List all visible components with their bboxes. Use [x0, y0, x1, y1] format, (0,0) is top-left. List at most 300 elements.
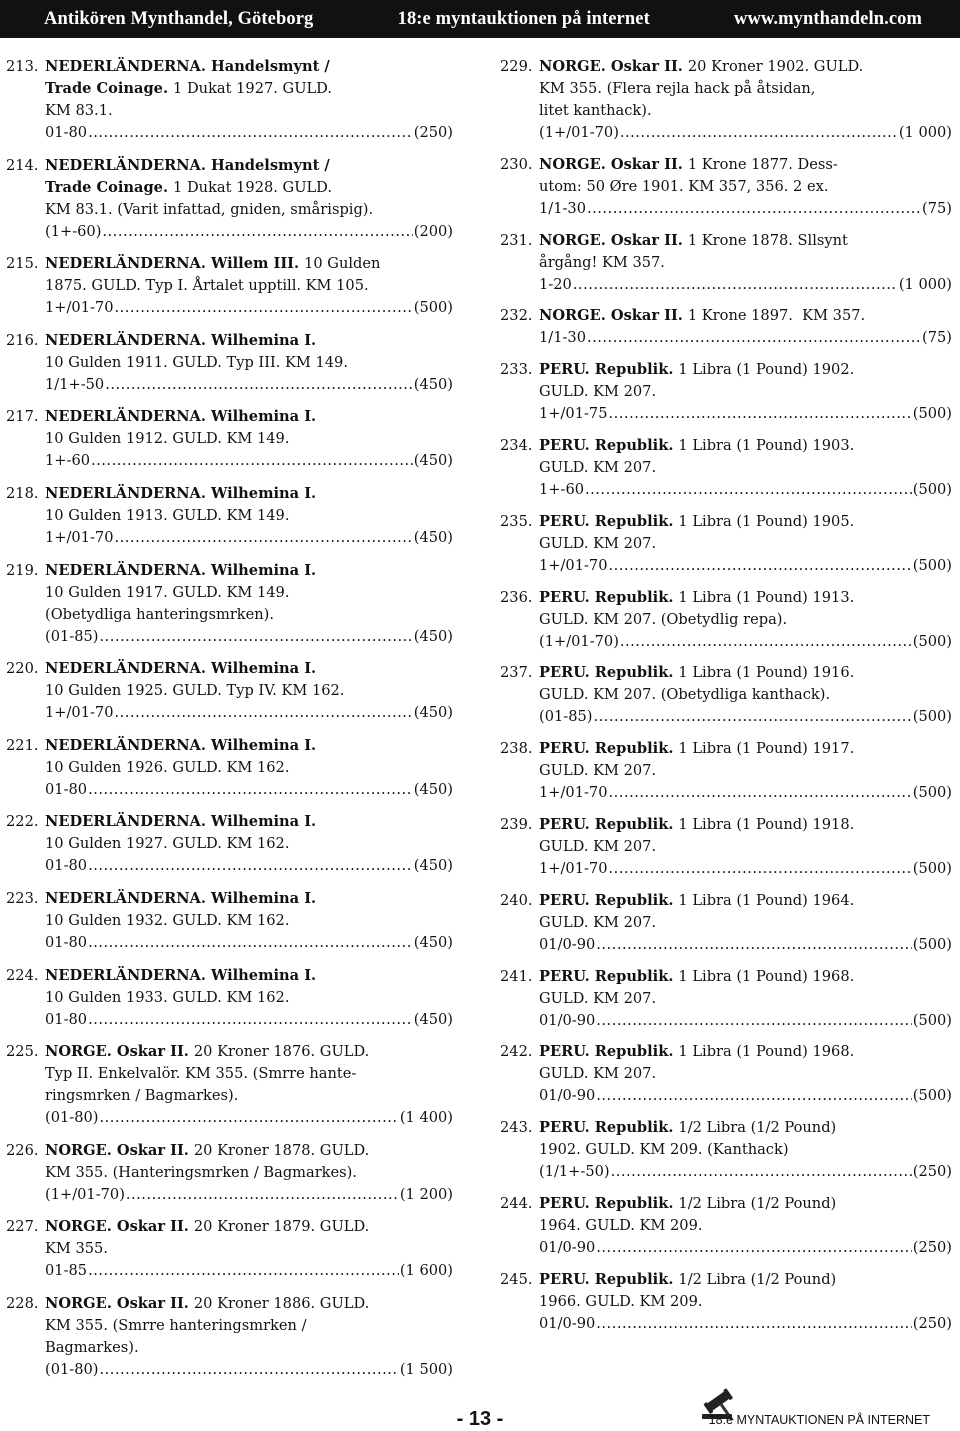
lot-description: GULD. KM 207.	[539, 913, 657, 931]
lot-description-line	[6, 78, 453, 100]
lot-grade: (01-85)	[45, 627, 99, 645]
lot-description: GULD. KM 207.	[539, 762, 657, 780]
lot-heading-line	[6, 1293, 453, 1315]
lot-number: 237.	[500, 664, 533, 682]
lot-description-line	[6, 582, 453, 604]
lot-description: 1 Libra (1 Pound) 1968.	[678, 967, 855, 985]
lot-description-line	[500, 1291, 952, 1313]
lot-description-line	[500, 1063, 952, 1085]
leader-dots	[99, 626, 412, 648]
lot-grade-line	[6, 450, 453, 472]
lot-grade-line	[6, 626, 453, 648]
lot-description: 1/2 Libra (1/2 Pound)	[678, 1194, 837, 1212]
lot-estimate: (500)	[912, 1011, 952, 1029]
lot-country: NEDERLÄNDERNA.	[45, 156, 206, 174]
lot-estimate: (500)	[912, 632, 952, 650]
lot-number: 226.	[6, 1141, 39, 1159]
lot-description: 1 Libra (1 Pound) 1905.	[678, 512, 855, 530]
lot-entry	[6, 155, 453, 243]
lot-grade-line	[6, 702, 453, 724]
lot-estimate: (450)	[413, 452, 453, 470]
leader-dots	[573, 274, 898, 296]
lot-description-line	[500, 988, 952, 1010]
lot-ruler: Republik.	[594, 1119, 674, 1137]
lot-description-line	[6, 833, 453, 855]
lot-description-line	[6, 910, 453, 932]
lot-description-line	[500, 1215, 952, 1237]
lot-entry	[6, 56, 453, 144]
leader-dots	[88, 779, 413, 801]
lot-country: NEDERLÄNDERNA.	[45, 813, 206, 831]
lot-heading-line	[6, 735, 453, 757]
lot-description: 1/2 Libra (1/2 Pound)	[678, 1119, 837, 1137]
lot-description-line	[500, 78, 952, 100]
lot-heading-line	[6, 658, 453, 680]
lot-ruler: Wilhemina I.	[210, 966, 317, 984]
lot-grade: 01/0-90	[539, 1011, 596, 1029]
lot-description: Typ II. Enkelvalör. KM 355. (Smrre hante-	[45, 1065, 357, 1083]
lot-grade: 1+/01-70	[45, 528, 114, 546]
lot-country: NORGE.	[45, 1218, 112, 1236]
lot-heading-line	[6, 1041, 453, 1063]
lot-description: ringsmrken / Bagmarkes).	[45, 1087, 239, 1105]
lot-description: 10 Gulden 1912. GULD. KM 149.	[45, 430, 290, 448]
lot-ruler: Republik.	[594, 1043, 674, 1061]
lot-heading-line	[500, 662, 952, 684]
lot-description: 1875. GULD. Typ I. Årtalet upptill. KM 105.	[45, 277, 369, 295]
lot-number: 235.	[500, 512, 533, 530]
lot-heading-line	[500, 1193, 952, 1215]
lot-entry	[500, 154, 952, 220]
lot-grade-line	[500, 1085, 952, 1107]
lot-description-line	[6, 987, 453, 1009]
lot-number: 227.	[6, 1218, 39, 1236]
lot-grade: (01-80)	[45, 1360, 99, 1378]
lot-estimate: (250)	[413, 124, 453, 141]
lot-country: PERU.	[539, 512, 590, 530]
lot-entry	[500, 359, 952, 425]
lot-heading-line	[500, 435, 952, 457]
lot-heading-line	[500, 738, 952, 760]
lot-grade: 1-20	[539, 275, 572, 293]
lot-grade: 1+-60	[45, 452, 91, 470]
lot-estimate: (1 500)	[399, 1360, 453, 1378]
page-number: - 13 -	[456, 1408, 504, 1430]
lot-description: KM 83.1. (Varit infattad, gniden, smårispig).	[45, 200, 374, 218]
lot-ruler: Republik.	[594, 436, 674, 454]
lot-grade: 1+/01-70	[45, 704, 114, 722]
lot-description-line	[6, 352, 453, 374]
header-shop-name: Antikören Mynthandel, Göteborg	[44, 8, 314, 29]
lot-description: 20 Kroner 1878. GULD.	[193, 1141, 370, 1159]
lot-ruler: Republik.	[594, 1270, 674, 1288]
lot-country: PERU.	[539, 1043, 590, 1061]
lot-grade: 1/1-30	[539, 199, 586, 217]
header-auction-title: 18:e myntauktionen på internet	[397, 8, 650, 29]
lot-grade-line	[500, 1237, 952, 1259]
lot-heading-line	[500, 814, 952, 836]
lot-estimate: (450)	[413, 857, 453, 875]
lot-grade: 1+/01-70	[539, 859, 608, 877]
lot-ruler: Oskar II.	[610, 307, 683, 325]
lot-grade: (1+/01-70)	[539, 632, 619, 650]
lot-grade: 01/0-90	[539, 1314, 596, 1332]
lot-entry	[6, 811, 453, 877]
lot-country: NEDERLÄNDERNA.	[45, 58, 206, 75]
lot-ruler: Wilhemina I.	[210, 561, 317, 579]
lot-ruler-continued: Trade Coinage.	[45, 80, 169, 97]
lot-grade-line	[500, 934, 952, 956]
lot-description: GULD. KM 207.	[539, 837, 657, 855]
lot-description: KM 83.1.	[45, 102, 113, 119]
lot-description: 20 Kroner 1902. GULD.	[687, 58, 864, 75]
lot-description: 10 Gulden 1917. GULD. KM 149.	[45, 583, 290, 601]
lot-description-line	[6, 1315, 453, 1337]
leader-dots	[99, 1107, 398, 1129]
lot-country: PERU.	[539, 361, 590, 379]
lot-estimate: (75)	[922, 199, 952, 217]
lot-description: 1964. GULD. KM 209.	[539, 1216, 703, 1234]
lot-grade: (1+-60)	[45, 222, 102, 240]
lot-number: 236.	[500, 588, 533, 606]
lot-grade: (01-80)	[45, 1109, 99, 1127]
leader-dots	[102, 221, 412, 243]
lot-number: 230.	[500, 155, 533, 173]
lot-number: 232.	[500, 307, 533, 325]
lot-description-line	[6, 177, 453, 199]
lot-number: 225.	[6, 1043, 39, 1061]
lot-country: PERU.	[539, 588, 590, 606]
lot-ruler: Wilhemina I.	[210, 408, 317, 426]
lot-entry	[6, 253, 453, 319]
lot-number: 240.	[500, 891, 533, 909]
lot-heading-line	[6, 965, 453, 987]
lot-description-line	[6, 100, 453, 122]
lot-description: litet kanthack).	[539, 102, 652, 119]
lot-description: GULD. KM 207.	[539, 1065, 657, 1083]
lot-grade-line	[6, 779, 453, 801]
lot-number: 219.	[6, 561, 39, 579]
lot-country: PERU.	[539, 891, 590, 909]
lot-description: 1 Libra (1 Pound) 1913.	[678, 588, 855, 606]
lot-estimate: (450)	[413, 627, 453, 645]
leader-dots	[596, 1010, 911, 1032]
lot-description-line	[6, 680, 453, 702]
lot-estimate: (1 000)	[898, 124, 952, 141]
lot-number: 217.	[6, 408, 39, 426]
lot-grade-line	[500, 1010, 952, 1032]
leader-dots	[596, 1237, 911, 1259]
lot-number: 223.	[6, 889, 39, 907]
leader-dots	[596, 934, 911, 956]
lot-country: NORGE.	[45, 1294, 112, 1312]
lot-ruler: Republik.	[594, 967, 674, 985]
lot-country: PERU.	[539, 1270, 590, 1288]
lot-grade-line	[6, 1009, 453, 1031]
leader-dots	[88, 855, 413, 877]
lot-number: 222.	[6, 813, 39, 831]
lot-description: 20 Kroner 1879. GULD.	[193, 1218, 370, 1236]
lot-entry	[6, 735, 453, 801]
lot-description: 1 Libra (1 Pound) 1918.	[678, 815, 855, 833]
lot-heading-line	[6, 330, 453, 352]
lot-description-line	[500, 457, 952, 479]
lot-grade-line	[500, 1313, 952, 1335]
lot-description: 1 Libra (1 Pound) 1903.	[678, 436, 855, 454]
lot-estimate: (1 600)	[399, 1262, 453, 1280]
lot-ruler: Oskar II.	[116, 1043, 189, 1061]
lot-heading-line	[6, 811, 453, 833]
lot-description: 10 Gulden 1926. GULD. KM 162.	[45, 758, 290, 776]
lot-grade: (1/1+-50)	[539, 1163, 610, 1181]
leader-dots	[596, 1313, 911, 1335]
lot-ruler: Republik.	[594, 512, 674, 530]
lot-grade-line	[6, 122, 453, 144]
lot-country: PERU.	[539, 815, 590, 833]
lot-ruler: Republik.	[594, 588, 674, 606]
lot-entry	[6, 1140, 453, 1206]
lot-entry	[500, 511, 952, 577]
lot-description-line	[6, 505, 453, 527]
lot-ruler: Oskar II.	[610, 231, 683, 249]
lot-grade-line	[6, 855, 453, 877]
lot-estimate: (1 000)	[898, 275, 952, 293]
lot-description: GULD. KM 207.	[539, 534, 657, 552]
lot-country: NEDERLÄNDERNA.	[45, 736, 206, 754]
lot-description: 1 Krone 1878. Sllsynt	[687, 231, 848, 249]
lot-number: 214.	[6, 156, 39, 174]
lot-country: NORGE.	[539, 58, 606, 75]
lot-grade: (1+/01-70)	[45, 1185, 125, 1203]
lot-number: 231.	[500, 231, 533, 249]
leader-dots	[587, 198, 921, 220]
leader-dots	[596, 1085, 911, 1107]
lot-estimate: (75)	[922, 329, 952, 347]
lot-description: 1 Libra (1 Pound) 1968.	[678, 1043, 855, 1061]
leader-dots	[88, 122, 413, 144]
lot-description-line	[6, 1162, 453, 1184]
lot-number: 216.	[6, 331, 39, 349]
lot-grade: 01-85	[45, 1262, 88, 1280]
lot-grade-line	[500, 403, 952, 425]
lot-number: 243.	[500, 1119, 533, 1137]
lot-entry	[500, 56, 952, 144]
lot-grade-line	[500, 706, 952, 728]
leader-dots	[99, 1359, 398, 1381]
lot-number: 224.	[6, 966, 39, 984]
lot-entry	[6, 1041, 453, 1129]
lot-ruler: Oskar II.	[116, 1218, 189, 1236]
lot-estimate: (500)	[912, 1087, 952, 1105]
lot-description: 1 Krone 1897. KM 357.	[687, 307, 866, 325]
lot-description: KM 355. (Smrre hanteringsmrken /	[45, 1316, 307, 1334]
lot-number: 218.	[6, 484, 39, 502]
lot-grade-line	[6, 932, 453, 954]
lot-description: 20 Kroner 1886. GULD.	[193, 1294, 370, 1312]
lot-ruler: Republik.	[594, 1194, 674, 1212]
lot-grade-line	[500, 631, 952, 653]
lot-description-line	[500, 533, 952, 555]
lot-number: 220.	[6, 660, 39, 678]
leader-dots	[620, 631, 912, 653]
lot-ruler: Oskar II.	[610, 58, 683, 75]
lot-entry	[500, 1269, 952, 1335]
lot-entry	[500, 662, 952, 728]
lot-entry	[500, 738, 952, 804]
lot-country: NEDERLÄNDERNA.	[45, 561, 206, 579]
lot-grade-line	[500, 555, 952, 577]
lot-grade: 1+-60	[539, 480, 585, 498]
lot-grade-line	[6, 1107, 453, 1129]
lot-grade: 1/1+-50	[45, 375, 105, 393]
leader-dots	[88, 1260, 399, 1282]
leader-dots	[609, 858, 912, 880]
lot-heading-line	[500, 511, 952, 533]
lot-ruler: Oskar II.	[116, 1141, 189, 1159]
lot-heading-line	[6, 560, 453, 582]
lot-country: PERU.	[539, 436, 590, 454]
lot-description: GULD. KM 207. (Obetydliga kanthack).	[539, 686, 831, 704]
lot-number: 228.	[6, 1294, 39, 1312]
lot-number: 215.	[6, 255, 39, 273]
leader-dots	[609, 782, 912, 804]
lot-entry	[500, 435, 952, 501]
lot-ruler: Republik.	[594, 891, 674, 909]
leader-dots	[105, 374, 413, 396]
lot-description-line	[500, 609, 952, 631]
lot-estimate: (500)	[912, 859, 952, 877]
lot-ruler: Wilhemina I.	[210, 660, 317, 678]
lot-description-line	[6, 1085, 453, 1107]
lot-country: NORGE.	[539, 307, 606, 325]
header-website[interactable]: www.mynthandeln.com	[734, 8, 922, 29]
lot-country: NEDERLÄNDERNA.	[45, 331, 206, 349]
lot-description: 10 Gulden 1911. GULD. Typ III. KM 149.	[45, 353, 348, 371]
lot-description-line	[500, 176, 952, 198]
lot-description-line	[500, 1139, 952, 1161]
lot-heading-line	[6, 1216, 453, 1238]
lot-grade: 1+/01-70	[539, 784, 608, 802]
lot-ruler: Oskar II.	[610, 155, 683, 173]
leader-dots	[585, 479, 912, 501]
lot-heading-line	[500, 1269, 952, 1291]
left-column	[6, 56, 453, 1392]
lot-heading-line	[6, 253, 453, 275]
lot-entry	[500, 966, 952, 1032]
lot-description: 1 Krone 1877. Dess-	[687, 155, 838, 173]
lot-entry	[6, 965, 453, 1031]
lot-entry	[6, 483, 453, 549]
lot-country: NORGE.	[45, 1141, 112, 1159]
lot-description-line	[500, 252, 952, 274]
lot-description: 1 Libra (1 Pound) 1964.	[678, 891, 855, 909]
lot-number: 239.	[500, 815, 533, 833]
lot-country: PERU.	[539, 1119, 590, 1137]
lot-number: 234.	[500, 436, 533, 454]
lot-ruler: Handelsmynt /	[210, 58, 330, 75]
lot-estimate: (500)	[413, 299, 453, 317]
lot-estimate: (450)	[413, 933, 453, 951]
lot-description-line	[6, 757, 453, 779]
lot-heading-line	[500, 56, 952, 78]
lot-grade-line	[500, 327, 952, 349]
lot-entry	[500, 1117, 952, 1183]
lot-estimate: (1 400)	[399, 1109, 453, 1127]
lot-entry	[500, 890, 952, 956]
lot-grade: 01/0-90	[539, 1087, 596, 1105]
lot-ruler: Handelsmynt /	[210, 156, 330, 174]
page-header	[0, 0, 960, 38]
lot-grade-line	[6, 527, 453, 549]
leader-dots	[115, 527, 413, 549]
lot-grade-line	[6, 374, 453, 396]
lot-estimate: (1 200)	[399, 1185, 453, 1203]
lot-grade-line	[500, 198, 952, 220]
lot-description-line	[6, 1337, 453, 1359]
leader-dots	[593, 706, 911, 728]
lot-heading-line	[6, 56, 453, 78]
lot-estimate: (500)	[912, 935, 952, 953]
lot-grade: 01-80	[45, 857, 88, 875]
lot-estimate: (500)	[912, 556, 952, 574]
lot-description-line	[6, 604, 453, 626]
lot-heading-line	[6, 155, 453, 177]
lot-entry	[500, 1041, 952, 1107]
lot-heading-line	[500, 587, 952, 609]
lot-description-line	[500, 684, 952, 706]
lot-grade: 01/0-90	[539, 935, 596, 953]
lot-entry	[6, 560, 453, 648]
lot-description: GULD. KM 207.	[539, 383, 657, 401]
lot-description-line	[500, 760, 952, 782]
lot-description: GULD. KM 207.	[539, 989, 657, 1007]
lot-grade-line	[500, 479, 952, 501]
lot-description: 10 Gulden 1925. GULD. Typ IV. KM 162.	[45, 682, 345, 700]
lot-description: 1902. GULD. KM 209. (Kanthack)	[539, 1141, 789, 1159]
lot-number: 241.	[500, 967, 533, 985]
lot-estimate: (250)	[912, 1314, 952, 1332]
lot-description-line	[6, 1238, 453, 1260]
lot-grade-line	[500, 122, 952, 144]
lot-description: 1 Libra (1 Pound) 1917.	[678, 740, 855, 758]
lot-estimate: (450)	[413, 528, 453, 546]
lot-country: NEDERLÄNDERNA.	[45, 966, 206, 984]
lot-heading-line	[500, 230, 952, 252]
lot-heading-line	[500, 890, 952, 912]
lot-description: 1966. GULD. KM 209.	[539, 1292, 703, 1310]
lot-description-line	[6, 199, 453, 221]
footer-brand: 18:e MYNTAUKTIONEN PÅ INTERNET	[708, 1413, 930, 1427]
lot-ruler: Wilhemina I.	[210, 484, 317, 502]
lot-grade: 1+/01-75	[539, 405, 608, 423]
lot-estimate: (500)	[912, 405, 952, 423]
lot-estimate: (500)	[912, 480, 952, 498]
lot-country: NEDERLÄNDERNA.	[45, 484, 206, 502]
lot-ruler: Oskar II.	[116, 1294, 189, 1312]
lot-estimate: (200)	[413, 222, 453, 240]
lot-ruler: Republik.	[594, 664, 674, 682]
lot-description-line	[6, 1063, 453, 1085]
lot-grade-line	[500, 782, 952, 804]
lot-description: (Obetydliga hanteringsmrken).	[45, 605, 275, 623]
lot-description: Bagmarkes).	[45, 1338, 139, 1356]
lot-entry	[500, 814, 952, 880]
lot-number: 242.	[500, 1043, 533, 1061]
lot-estimate: (450)	[413, 1010, 453, 1028]
lot-estimate: (450)	[413, 375, 453, 393]
lot-estimate: (450)	[413, 780, 453, 798]
lot-grade-line	[500, 1161, 952, 1183]
